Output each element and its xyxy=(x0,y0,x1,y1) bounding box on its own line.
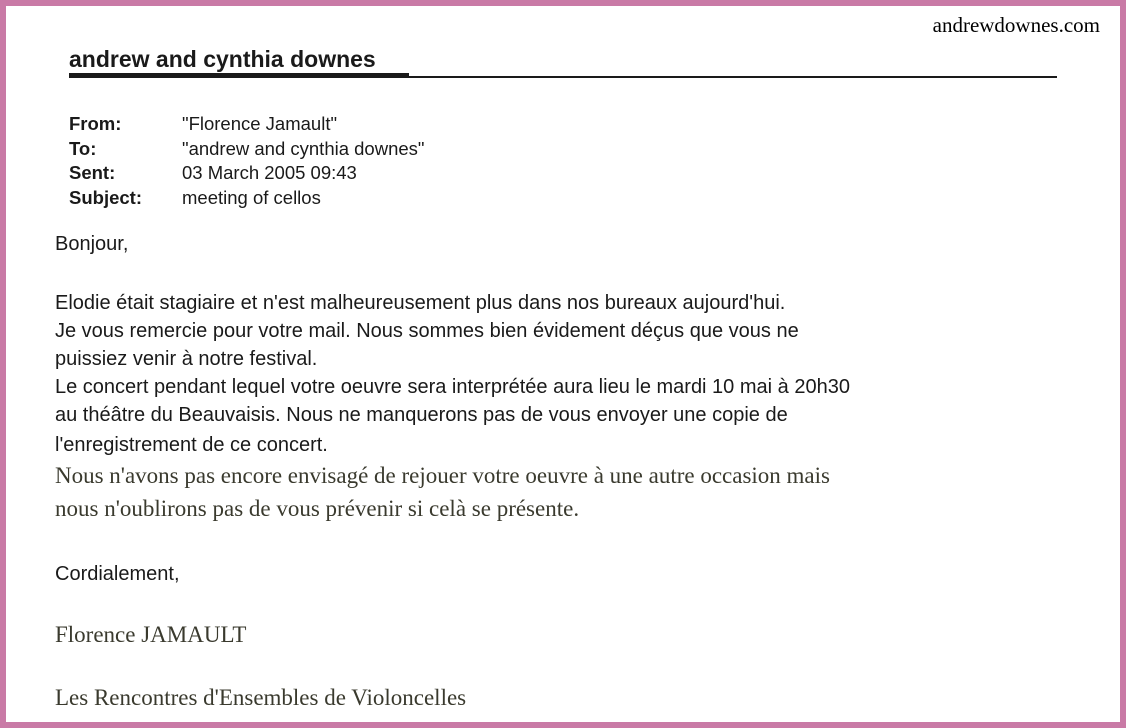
header-value: "andrew and cynthia downes" xyxy=(182,138,425,159)
header-row-subject xyxy=(69,186,424,210)
header-row-sent xyxy=(69,161,424,186)
body-line: au théâtre du Beauvaisis. Nous ne manquerons pas de vous envoyer une copie de xyxy=(55,404,788,426)
header-rule xyxy=(69,76,1057,78)
header-label: From: xyxy=(69,113,122,134)
header-value: "Florence Jamault" xyxy=(182,113,338,134)
closing: Cordialement, xyxy=(55,563,180,585)
header-label: Subject: xyxy=(69,187,142,208)
header-value: meeting of cellos xyxy=(182,187,321,208)
body-line: Je vous remercie pour votre mail. Nous sommes bien évidement déçus que vous ne xyxy=(55,320,799,342)
header-label: Sent: xyxy=(69,162,116,183)
header-row-from xyxy=(69,112,424,137)
body-serif-line: Nous n'avons pas encore envisagé de rejouer votre oeuvre à une autre occasion mais xyxy=(55,463,830,488)
signature-name: Florence JAMAULT xyxy=(55,622,247,647)
body-line: Le concert pendant lequel votre oeuvre sera interprétée aura lieu le mardi 10 mai à 20h30 xyxy=(55,376,850,398)
header-value: 03 March 2005 09:43 xyxy=(182,162,357,183)
body-line: Elodie était stagiaire et n'est malheureusement plus dans nos bureaux aujourd'hui. xyxy=(55,292,786,314)
body-line: puissiez venir à notre festival. xyxy=(55,348,318,370)
org-name-heading: andrew and cynthia downes xyxy=(69,46,376,72)
site-watermark: andrewdownes.com xyxy=(932,13,1100,37)
greeting: Bonjour, xyxy=(55,233,129,255)
header-label: To: xyxy=(69,138,97,159)
body-line: l'enregistrement de ce concert. xyxy=(55,434,328,456)
signature-organization: Les Rencontres d'Ensembles de Violoncelles xyxy=(55,685,467,710)
body-serif-line: nous n'oublirons pas de vous prévenir si celà se présente. xyxy=(55,496,580,521)
header-row-to xyxy=(69,137,424,161)
email-header-block xyxy=(69,112,424,210)
